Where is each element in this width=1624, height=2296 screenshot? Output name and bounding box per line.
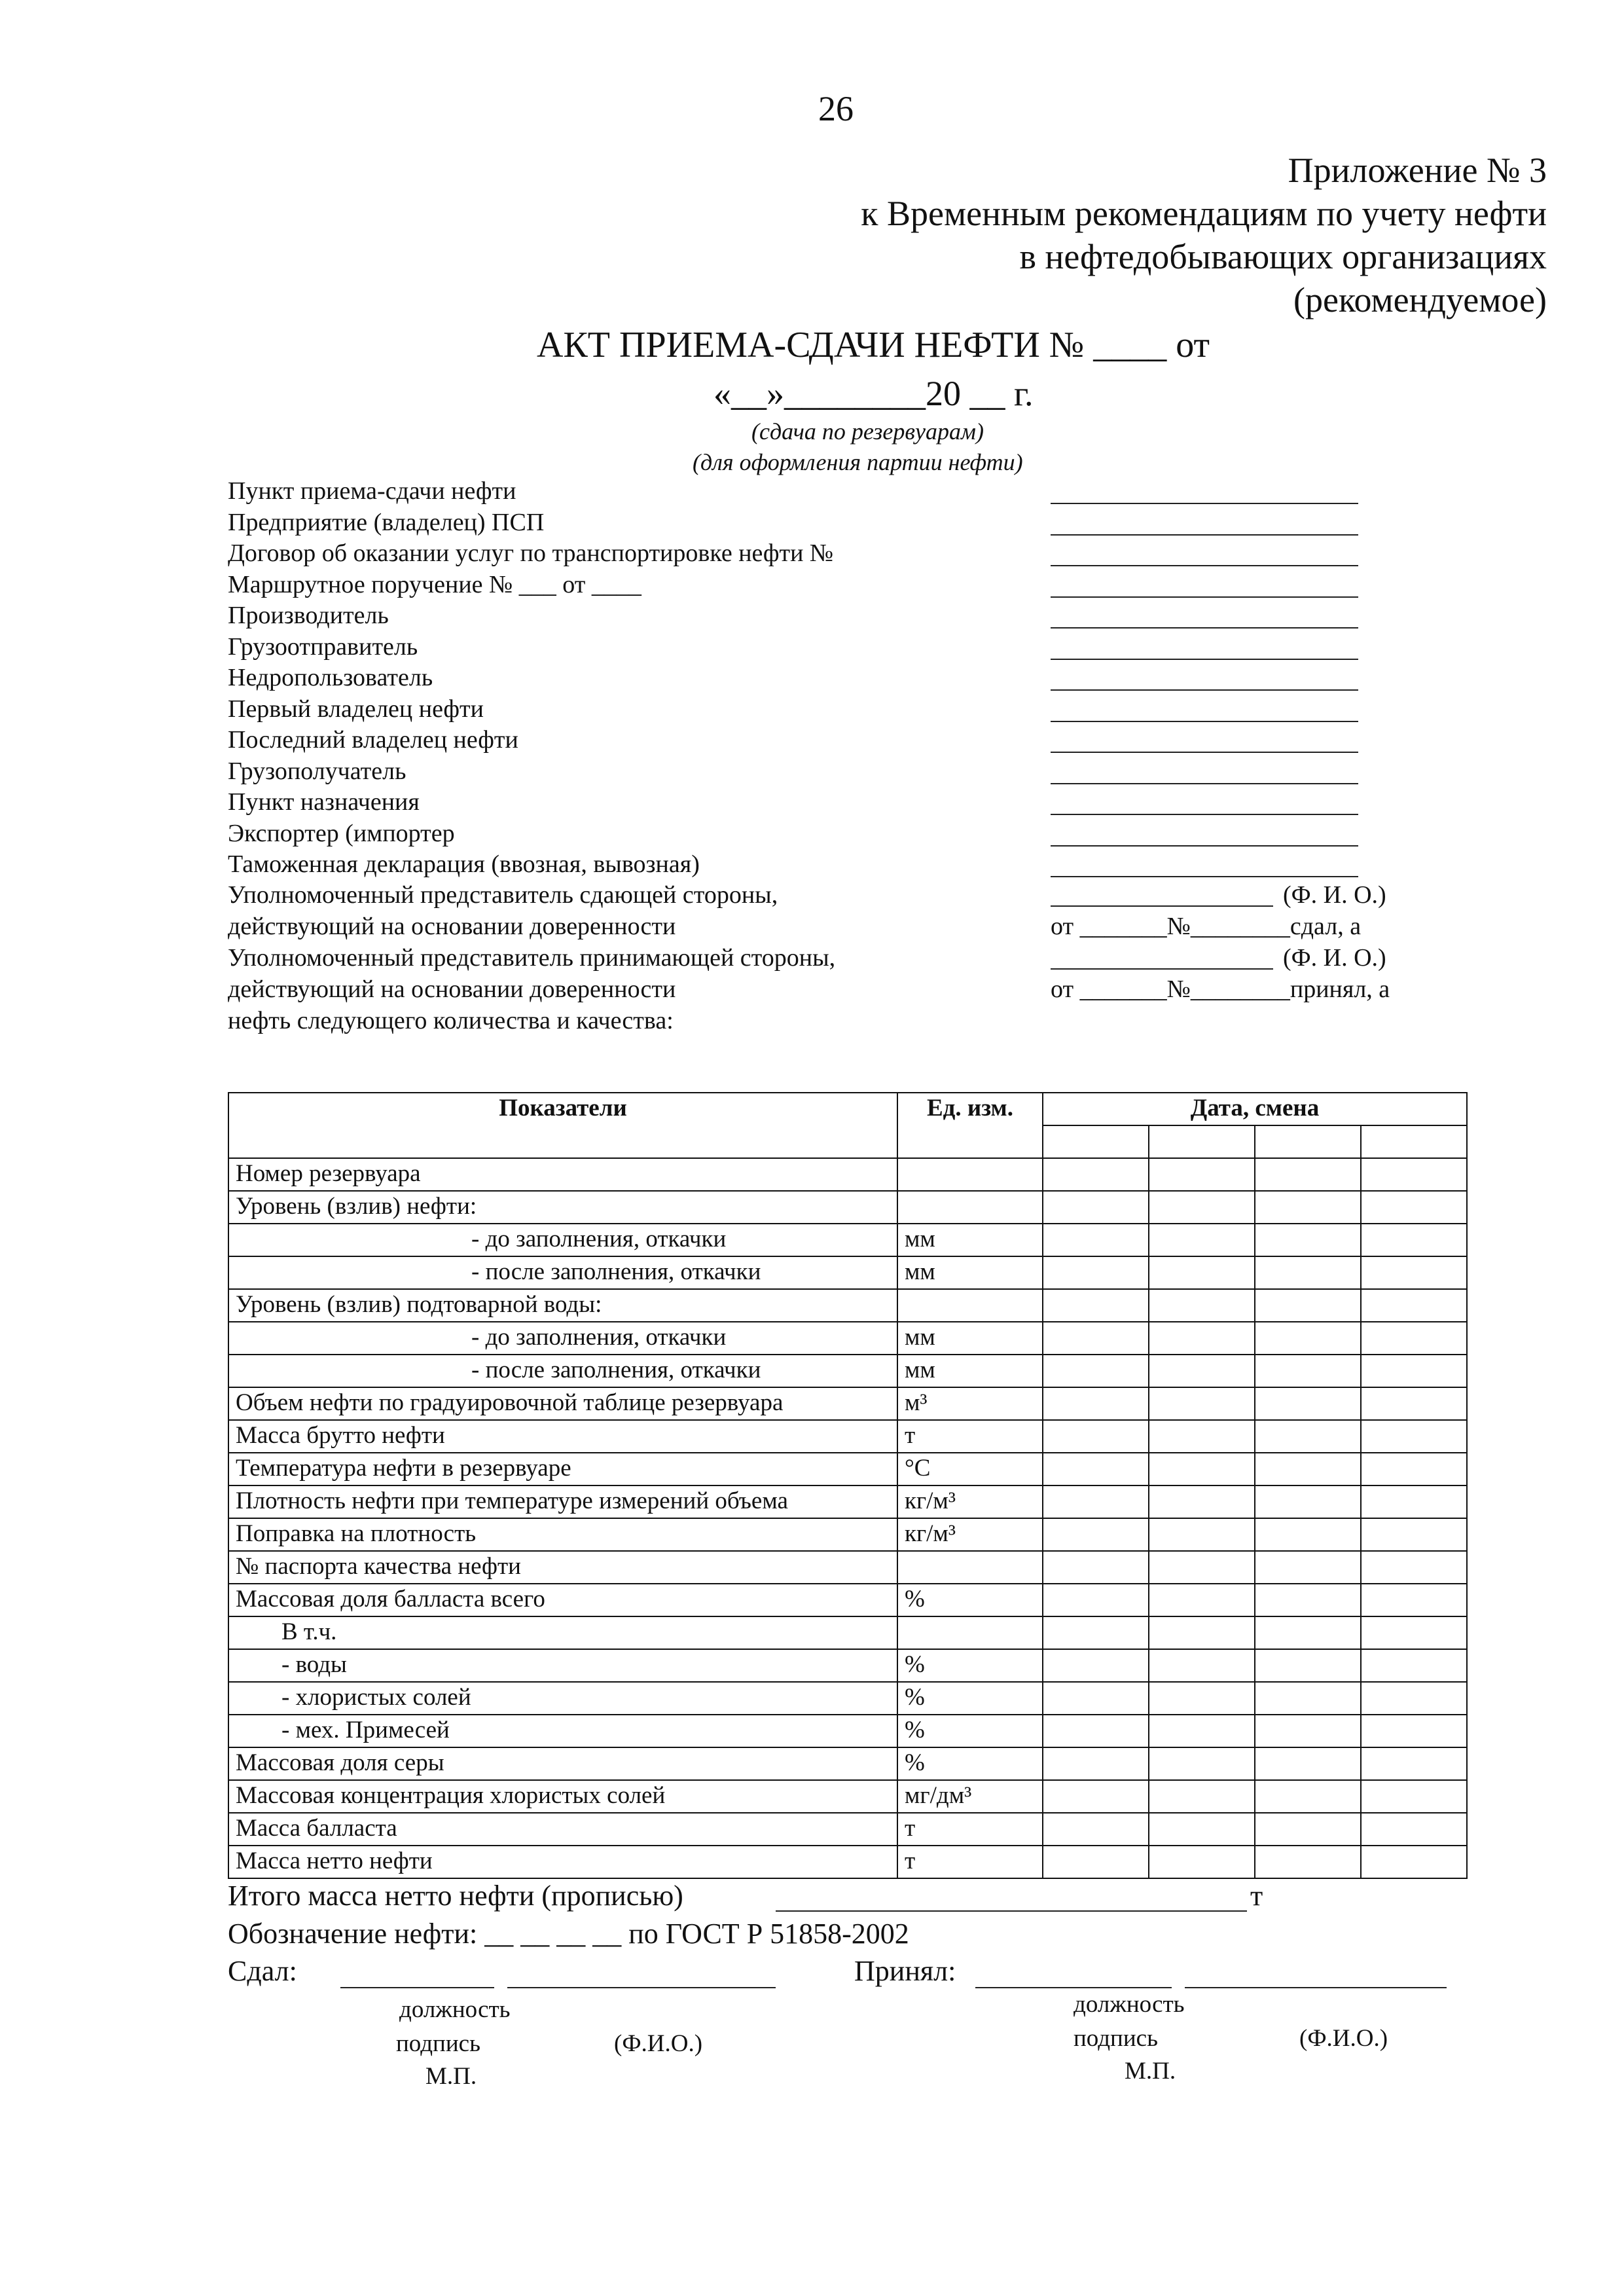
table-row: [228, 1158, 1467, 1191]
value-cell[interactable]: [1149, 1780, 1255, 1813]
unit-cell: мм: [897, 1322, 1043, 1355]
indicator-label: Температура нефти в резервуаре: [236, 1455, 571, 1482]
value-cell[interactable]: [1149, 1420, 1255, 1453]
field-blank[interactable]: [1051, 876, 1358, 877]
table-row: [228, 1387, 1467, 1420]
table-row: [228, 1191, 1467, 1224]
value-cell[interactable]: [1255, 1616, 1361, 1649]
table-row: [228, 1485, 1467, 1518]
accepted-position-caption: должность: [1074, 1991, 1185, 2018]
value-cell[interactable]: [1149, 1551, 1255, 1584]
value-cell[interactable]: [1149, 1584, 1255, 1616]
field-blank[interactable]: [1051, 752, 1358, 753]
value-cell[interactable]: [1361, 1846, 1467, 1878]
page-number: 26: [818, 89, 854, 128]
sender-fio-blank[interactable]: [1051, 905, 1273, 907]
header-indicators: Показатели: [228, 1093, 897, 1158]
value-cell[interactable]: [1255, 1453, 1361, 1485]
value-cell[interactable]: [1149, 1616, 1255, 1649]
net-mass-words-blank[interactable]: [776, 1910, 1247, 1912]
value-cell[interactable]: [1149, 1256, 1255, 1289]
indicator-cell: [228, 1453, 897, 1485]
indicator-cell: [228, 1256, 897, 1289]
appendix-line-2: к Временным рекомендациям по учету нефти: [861, 194, 1547, 233]
table-body: [228, 1158, 1467, 1878]
handed-signature-caption: подпись: [396, 2030, 480, 2057]
handed-position-blank[interactable]: [340, 1987, 494, 1988]
indicator-label: - мех. Примесей: [281, 1717, 450, 1743]
value-cell[interactable]: [1043, 1191, 1149, 1224]
field-blank[interactable]: [1051, 689, 1358, 691]
field-label: Грузоотправитель: [228, 632, 418, 661]
value-cell[interactable]: [1043, 1780, 1149, 1813]
field-blank[interactable]: [1051, 503, 1358, 504]
table-row: [228, 1518, 1467, 1551]
indicator-label: Плотность нефти при температуре измерений объема: [236, 1487, 788, 1514]
unit-cell: мм: [897, 1224, 1043, 1256]
value-cell[interactable]: [1255, 1649, 1361, 1682]
indicator-label: - хлористых солей: [281, 1684, 471, 1711]
value-cell[interactable]: [1361, 1715, 1467, 1747]
indicator-cell: [228, 1355, 897, 1387]
indicator-cell: [228, 1191, 897, 1224]
indicator-label: Уровень (взлив) нефти:: [236, 1193, 477, 1220]
table-row: [228, 1289, 1467, 1322]
value-cell[interactable]: [1361, 1191, 1467, 1224]
table-row: [228, 1355, 1467, 1387]
value-cell[interactable]: [1149, 1387, 1255, 1420]
value-cell[interactable]: [1149, 1224, 1255, 1256]
value-cell[interactable]: [1043, 1420, 1149, 1453]
unit-cell: т: [897, 1420, 1043, 1453]
value-cell[interactable]: [1361, 1158, 1467, 1191]
unit-cell: %: [897, 1715, 1043, 1747]
value-cell[interactable]: [1043, 1224, 1149, 1256]
indicator-label: - после заполнения, откачки: [471, 1357, 761, 1383]
header-unit: Ед. изм.: [897, 1093, 1043, 1158]
date-col-1[interactable]: [1043, 1125, 1149, 1158]
field-blank[interactable]: [1051, 721, 1358, 722]
value-cell[interactable]: [1149, 1322, 1255, 1355]
value-cell[interactable]: [1255, 1846, 1361, 1878]
unit-cell: %: [897, 1584, 1043, 1616]
value-cell[interactable]: [1043, 1355, 1149, 1387]
field-label: Таможенная декларация (ввозная, вывозная): [228, 850, 700, 878]
field-label: Производитель: [228, 602, 389, 629]
value-cell[interactable]: [1043, 1485, 1149, 1518]
value-cell[interactable]: [1361, 1518, 1467, 1551]
field-blank[interactable]: [1051, 565, 1358, 566]
field-label: Недропользователь: [228, 664, 433, 691]
unit-cell: °С: [897, 1453, 1043, 1485]
indicator-cell: [228, 1649, 897, 1682]
field-label: Маршрутное поручение № ___ от ____: [228, 570, 641, 598]
table-row: [228, 1715, 1467, 1747]
value-cell[interactable]: [1149, 1649, 1255, 1682]
table-row: [228, 1616, 1467, 1649]
value-cell[interactable]: [1043, 1289, 1149, 1322]
value-cell[interactable]: [1361, 1485, 1467, 1518]
value-cell[interactable]: [1149, 1453, 1255, 1485]
indicator-label: Номер резервуара: [236, 1160, 421, 1187]
field-label: Договор об оказании услуг по транспортировке нефти №: [228, 539, 834, 567]
unit-cell: [897, 1158, 1043, 1191]
indicator-cell: [228, 1322, 897, 1355]
value-cell[interactable]: [1361, 1420, 1467, 1453]
indicator-cell: [228, 1518, 897, 1551]
value-cell[interactable]: [1361, 1355, 1467, 1387]
value-cell[interactable]: [1361, 1813, 1467, 1846]
value-cell[interactable]: [1043, 1616, 1149, 1649]
indicator-cell: [228, 1158, 897, 1191]
unit-cell: кг/м³: [897, 1518, 1043, 1551]
receiver-rep-line-1: Уполномоченный представитель принимающей стороны,: [228, 944, 836, 972]
accepted-fio-caption: (Ф.И.О.): [1299, 2025, 1388, 2052]
document-date-line: «__»________20 __ г.: [713, 374, 1034, 413]
table-row: [228, 1780, 1467, 1813]
indicator-label: Масса брутто нефти: [236, 1422, 445, 1449]
handed-label: Сдал:: [228, 1955, 297, 1987]
unit-cell: %: [897, 1682, 1043, 1715]
indicator-label: Масса нетто нефти: [236, 1848, 433, 1874]
value-cell[interactable]: [1255, 1715, 1361, 1747]
value-cell[interactable]: [1255, 1256, 1361, 1289]
oil-indicators-table: [228, 1092, 1468, 1879]
value-cell[interactable]: [1043, 1682, 1149, 1715]
receiver-rep-line-2: действующий на основании доверенности: [228, 975, 676, 1003]
unit-cell: т: [897, 1813, 1043, 1846]
date-col-4[interactable]: [1361, 1125, 1467, 1158]
field-blank[interactable]: [1051, 627, 1358, 629]
value-cell[interactable]: [1361, 1682, 1467, 1715]
indicator-label: - воды: [281, 1651, 347, 1678]
field-blank[interactable]: [1051, 845, 1358, 847]
value-cell[interactable]: [1043, 1584, 1149, 1616]
accepted-label: Принял:: [854, 1955, 956, 1987]
indicator-label: Поправка на плотность: [236, 1520, 477, 1547]
unit-cell: кг/м³: [897, 1485, 1043, 1518]
value-cell[interactable]: [1255, 1747, 1361, 1780]
unit-cell: м³: [897, 1387, 1043, 1420]
sender-power-of-attorney: от _______№________сдал, а: [1051, 913, 1362, 940]
value-cell[interactable]: [1043, 1158, 1149, 1191]
date-col-2[interactable]: [1149, 1125, 1255, 1158]
accepted-fio-blank[interactable]: [1185, 1987, 1447, 1988]
value-cell[interactable]: [1255, 1158, 1361, 1191]
indicator-label: - до заполнения, откачки: [471, 1226, 727, 1252]
sender-fio-label: (Ф. И. О.): [1283, 881, 1386, 909]
value-cell[interactable]: [1149, 1518, 1255, 1551]
value-cell[interactable]: [1043, 1453, 1149, 1485]
indicator-label: Массовая доля балласта всего: [236, 1586, 545, 1613]
indicator-cell: [228, 1551, 897, 1584]
indicator-cell: [228, 1813, 897, 1846]
receiver-power-of-attorney: от _______№________принял, а: [1051, 975, 1390, 1003]
value-cell[interactable]: [1149, 1813, 1255, 1846]
unit-cell: [897, 1191, 1043, 1224]
value-cell[interactable]: [1361, 1453, 1467, 1485]
table-row: [228, 1453, 1467, 1485]
field-blank[interactable]: [1051, 783, 1358, 784]
field-label: Грузополучатель: [228, 757, 406, 785]
value-cell[interactable]: [1149, 1191, 1255, 1224]
table-row: [228, 1682, 1467, 1715]
quantity-quality-intro: нефть следующего количества и качества:: [228, 1007, 674, 1034]
value-cell[interactable]: [1255, 1682, 1361, 1715]
field-blank[interactable]: [1051, 814, 1358, 815]
value-cell[interactable]: [1149, 1747, 1255, 1780]
handed-position-caption: должность: [399, 1996, 511, 2023]
value-cell[interactable]: [1361, 1256, 1467, 1289]
value-cell[interactable]: [1255, 1813, 1361, 1846]
table-row: [228, 1551, 1467, 1584]
unit-cell: [897, 1289, 1043, 1322]
indicator-cell: [228, 1224, 897, 1256]
value-cell[interactable]: [1361, 1322, 1467, 1355]
indicator-label: Массовая доля серы: [236, 1749, 444, 1776]
value-cell[interactable]: [1043, 1846, 1149, 1878]
handed-fio-caption: (Ф.И.О.): [614, 2030, 703, 2057]
value-cell[interactable]: [1043, 1813, 1149, 1846]
handed-stamp: М.П.: [425, 2063, 477, 2090]
subtitle-batch: (для оформления партии нефти): [693, 449, 1023, 475]
indicator-cell: [228, 1420, 897, 1453]
value-cell[interactable]: [1043, 1747, 1149, 1780]
value-cell[interactable]: [1255, 1387, 1361, 1420]
appendix-line-4: (рекомендуемое): [1293, 280, 1547, 319]
receiver-fio-label: (Ф. И. О.): [1283, 944, 1386, 972]
value-cell[interactable]: [1043, 1322, 1149, 1355]
net-mass-unit: т: [1250, 1880, 1263, 1912]
value-cell[interactable]: [1361, 1649, 1467, 1682]
sender-rep-line-2: действующий на основании доверенности: [228, 913, 676, 940]
header-date-shift: Дата, смена: [1043, 1093, 1467, 1125]
unit-cell: т: [897, 1846, 1043, 1878]
handed-fio-blank[interactable]: [507, 1987, 776, 1988]
indicator-cell: [228, 1715, 897, 1747]
unit-cell: мм: [897, 1256, 1043, 1289]
value-cell[interactable]: [1255, 1224, 1361, 1256]
value-cell[interactable]: [1043, 1715, 1149, 1747]
value-cell[interactable]: [1043, 1518, 1149, 1551]
value-cell[interactable]: [1149, 1846, 1255, 1878]
field-label: Пункт приема-сдачи нефти: [228, 477, 516, 505]
subtitle-by-tanks: (сдача по резервуарам): [751, 418, 984, 445]
indicator-cell: [228, 1682, 897, 1715]
field-blank[interactable]: [1051, 534, 1358, 536]
value-cell[interactable]: [1255, 1551, 1361, 1584]
indicator-label: Массовая концентрация хлористых солей: [236, 1782, 666, 1809]
value-cell[interactable]: [1255, 1584, 1361, 1616]
value-cell[interactable]: [1149, 1289, 1255, 1322]
unit-cell: %: [897, 1747, 1043, 1780]
oil-designation: Обозначение нефти: __ __ __ __ по ГОСТ Р 51858-2002: [228, 1918, 909, 1950]
value-cell[interactable]: [1255, 1289, 1361, 1322]
table-row: [228, 1813, 1467, 1846]
field-label: Последний владелец нефти: [228, 726, 518, 754]
value-cell[interactable]: [1361, 1584, 1467, 1616]
appendix-line-3: в нефтедобывающих организациях: [1019, 237, 1547, 276]
indicator-cell: [228, 1747, 897, 1780]
value-cell[interactable]: [1361, 1551, 1467, 1584]
indicator-label: - после заполнения, откачки: [471, 1258, 761, 1285]
unit-cell: [897, 1616, 1043, 1649]
indicator-cell: [228, 1387, 897, 1420]
value-cell[interactable]: [1149, 1158, 1255, 1191]
unit-cell: [897, 1551, 1043, 1584]
appendix-line-1: Приложение № 3: [1288, 151, 1547, 190]
value-cell[interactable]: [1255, 1355, 1361, 1387]
table-row: [228, 1846, 1467, 1878]
value-cell[interactable]: [1043, 1387, 1149, 1420]
indicator-label: Объем нефти по градуировочной таблице резервуара: [236, 1389, 784, 1416]
value-cell[interactable]: [1043, 1551, 1149, 1584]
accepted-signature-caption: подпись: [1074, 2025, 1158, 2052]
table-row: [228, 1584, 1467, 1616]
date-col-3[interactable]: [1255, 1125, 1361, 1158]
indicator-cell: [228, 1485, 897, 1518]
indicator-cell: [228, 1780, 897, 1813]
unit-cell: мм: [897, 1355, 1043, 1387]
document-title: АКТ ПРИЕМА-СДАЧИ НЕФТИ № ____ от: [537, 325, 1210, 365]
value-cell[interactable]: [1255, 1420, 1361, 1453]
table-row: [228, 1256, 1467, 1289]
indicator-label: № паспорта качества нефти: [236, 1553, 521, 1580]
indicator-cell: [228, 1616, 897, 1649]
receiver-fio-blank[interactable]: [1051, 968, 1273, 970]
table-row: [228, 1649, 1467, 1682]
value-cell[interactable]: [1043, 1256, 1149, 1289]
field-label: Первый владелец нефти: [228, 695, 484, 723]
accepted-position-blank[interactable]: [975, 1987, 1172, 1988]
table-row: [228, 1420, 1467, 1453]
value-cell[interactable]: [1361, 1616, 1467, 1649]
value-cell[interactable]: [1255, 1485, 1361, 1518]
field-label: Пункт назначения: [228, 788, 420, 816]
value-cell[interactable]: [1149, 1485, 1255, 1518]
value-cell[interactable]: [1255, 1191, 1361, 1224]
accepted-stamp: М.П.: [1125, 2058, 1176, 2085]
value-cell[interactable]: [1361, 1747, 1467, 1780]
value-cell[interactable]: [1361, 1387, 1467, 1420]
indicator-cell: [228, 1584, 897, 1616]
unit-cell: %: [897, 1649, 1043, 1682]
field-blank[interactable]: [1051, 659, 1358, 660]
value-cell[interactable]: [1149, 1355, 1255, 1387]
value-cell[interactable]: [1149, 1715, 1255, 1747]
indicator-cell: [228, 1846, 897, 1878]
value-cell[interactable]: [1043, 1649, 1149, 1682]
indicator-label: Масса балласта: [236, 1815, 397, 1842]
field-label: Экспортер (импортер: [228, 819, 455, 847]
value-cell[interactable]: [1255, 1780, 1361, 1813]
field-blank[interactable]: [1051, 596, 1358, 598]
sender-rep-line-1: Уполномоченный представитель сдающей стороны,: [228, 881, 778, 909]
value-cell[interactable]: [1361, 1780, 1467, 1813]
value-cell[interactable]: [1149, 1682, 1255, 1715]
indicator-cell: [228, 1289, 897, 1322]
net-mass-words-label: Итого масса нетто нефти (прописью): [228, 1880, 683, 1912]
indicator-label: В т.ч.: [281, 1618, 337, 1645]
indicator-label: - до заполнения, откачки: [471, 1324, 727, 1351]
value-cell[interactable]: [1255, 1518, 1361, 1551]
indicator-label: Уровень (взлив) подтоварной воды:: [236, 1291, 602, 1318]
value-cell[interactable]: [1255, 1322, 1361, 1355]
table-row: [228, 1224, 1467, 1256]
value-cell[interactable]: [1361, 1289, 1467, 1322]
field-label: Предприятие (владелец) ПСП: [228, 508, 545, 536]
unit-cell: мг/дм³: [897, 1780, 1043, 1813]
table-row: [228, 1322, 1467, 1355]
value-cell[interactable]: [1361, 1224, 1467, 1256]
table-row: [228, 1747, 1467, 1780]
